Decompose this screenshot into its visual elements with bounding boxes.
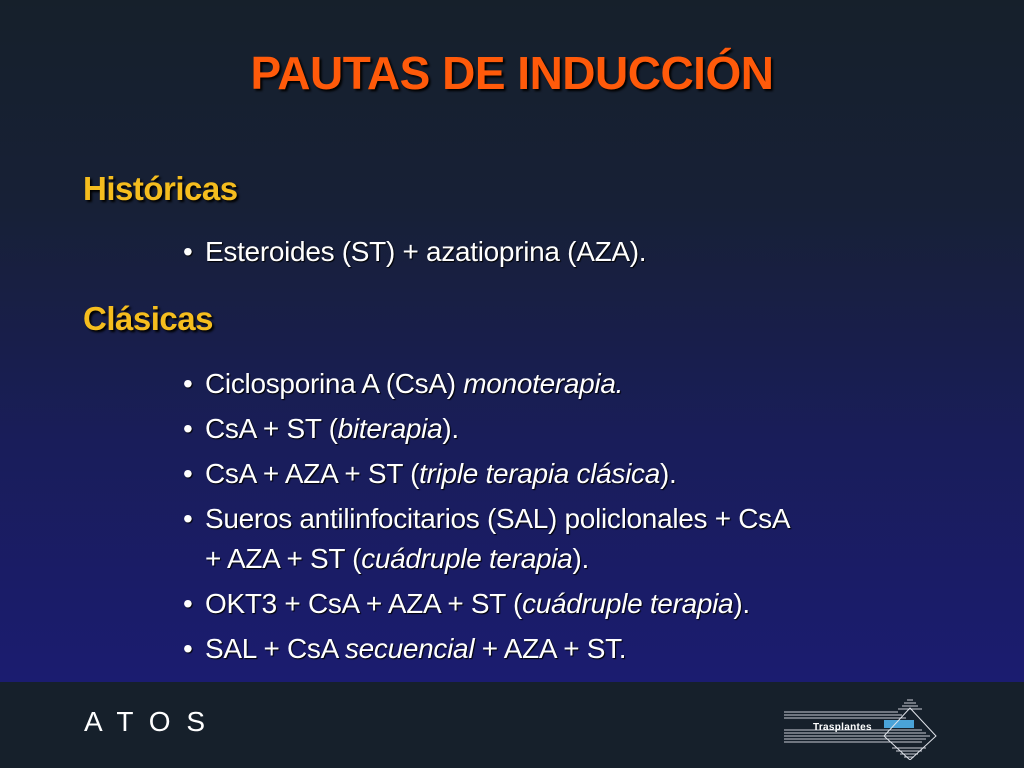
- bullet-italic-text: cuádruple terapia: [361, 543, 573, 574]
- logo-text: Trasplantes: [813, 722, 872, 733]
- bullet-text: + AZA + ST.: [474, 633, 627, 664]
- section-heading-clasicas: Clásicas: [83, 300, 213, 337]
- bullet-clasicas-2: [183, 409, 459, 449]
- bullet-italic-text: triple terapia clásica: [419, 458, 660, 489]
- bullet-text: OKT3 + CsA + AZA + ST (: [205, 588, 523, 619]
- bullet-clasicas-3: [183, 454, 677, 494]
- bullet-dot-icon: •: [183, 458, 193, 489]
- slide-title: PAUTAS DE INDUCCIÓN: [250, 47, 774, 99]
- bullet-text: Ciclosporina A (CsA): [205, 368, 464, 399]
- bullet-text: Esteroides (ST) + azatioprina (AZA).: [205, 236, 647, 267]
- bullet-continuation-line: [183, 539, 790, 579]
- bullet-italic-text: secuencial: [344, 633, 475, 664]
- bullet-text: ).: [572, 543, 589, 574]
- bullet-clasicas-1: [183, 364, 623, 404]
- bullet-historicas-1: [183, 232, 646, 272]
- bullet-clasicas-6: [183, 629, 626, 669]
- section-heading-historicas: Históricas: [83, 170, 238, 207]
- bullet-text: SAL + CsA: [205, 633, 345, 664]
- bullet-italic-text: biterapia: [337, 413, 443, 444]
- bullet-text: ).: [659, 458, 677, 489]
- bullet-clasicas-5: [183, 584, 750, 624]
- bullet-dot-icon: •: [183, 236, 193, 267]
- bullet-dot-icon: •: [183, 588, 193, 619]
- bullet-clasicas-4: [183, 499, 790, 579]
- bullet-italic-text: monoterapia.: [463, 368, 624, 399]
- bullet-dot-icon: •: [183, 503, 193, 534]
- bullet-dot-icon: •: [183, 413, 193, 444]
- bullet-text: Sueros antilinfocitarios (SAL) policlonales + CsA: [205, 503, 791, 534]
- bullet-italic-text: cuádruple terapia: [522, 588, 734, 619]
- bullet-dot-icon: •: [183, 633, 193, 664]
- footer-label: A T O S: [84, 706, 210, 737]
- bullet-text: CsA + AZA + ST (: [205, 458, 420, 489]
- bullet-dot-icon: •: [183, 368, 193, 399]
- bullet-text: ).: [442, 413, 459, 444]
- bullet-text: ).: [733, 588, 750, 619]
- bullet-text: + AZA + ST (: [205, 543, 362, 574]
- bullet-text: CsA + ST (: [205, 413, 338, 444]
